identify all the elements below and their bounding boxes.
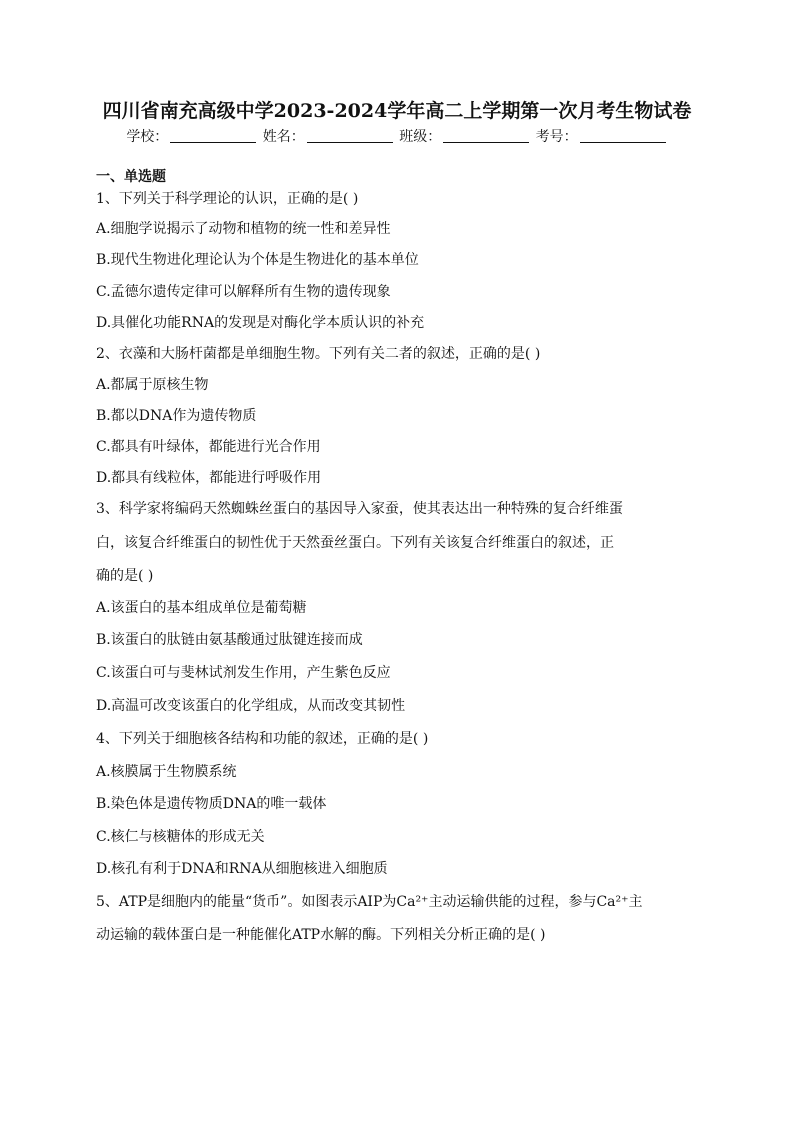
question-2-stem: 2、衣藻和大肠杆菌都是单细胞生物。下列有关二者的叙述，正确的是( ) <box>96 346 541 362</box>
question-1-option-a: A.细胞学说揭示了动物和植物的统一性和差异性 <box>96 221 391 237</box>
class-blank[interactable] <box>443 128 529 143</box>
question-3-option-d: D.高温可改变该蛋白的化学组成，从而改变其韧性 <box>96 698 406 714</box>
question-3-stem-line-2: 白，该复合纤维蛋白的韧性优于天然蚕丝蛋白。下列有关该复合纤维蛋白的叙述，正 <box>96 535 614 551</box>
question-2-option-a: A.都属于原核生物 <box>96 377 209 393</box>
school-label: 学校： <box>126 129 169 145</box>
section-heading: 一、单选题 <box>96 169 166 185</box>
name-label: 姓名： <box>262 129 305 145</box>
question-3-stem-line-1: 3、科学家将编码天然蜘蛛丝蛋白的基因导入家蚕，使其表达出一种特殊的复合纤维蛋 <box>96 501 623 517</box>
name-blank[interactable] <box>307 128 393 143</box>
question-4-stem: 4、下列关于细胞核各结构和功能的叙述，正确的是( ) <box>96 731 429 747</box>
class-label: 班级： <box>399 129 442 145</box>
question-5-stem-line-1: 5、ATP是细胞内的能量“货币”。如图表示AIP为Ca²⁺主动运输供能的过程，参与Ca²⁺主 <box>96 894 643 910</box>
school-blank[interactable] <box>170 128 256 143</box>
question-1-option-c: C.孟德尔遗传定律可以解释所有生物的遗传现象 <box>96 284 391 300</box>
student-info-row <box>0 126 794 146</box>
question-4-option-b: B.染色体是遗传物质DNA的唯一载体 <box>96 796 327 812</box>
question-5-stem-line-2: 动运输的载体蛋白是一种能催化ATP水解的酶。下列相关分析正确的是( ) <box>96 927 546 943</box>
question-4-option-c: C.核仁与核糖体的形成无关 <box>96 829 265 845</box>
question-2-option-b: B.都以DNA作为遗传物质 <box>96 408 257 424</box>
question-3-option-b: B.该蛋白的肽链由氨基酸通过肽键连接而成 <box>96 632 363 648</box>
question-3-stem-line-3: 确的是( ) <box>96 568 154 584</box>
question-4-option-a: A.核膜属于生物膜系统 <box>96 764 237 780</box>
question-3-option-c: C.该蛋白可与斐林试剂发生作用，产生紫色反应 <box>96 665 391 681</box>
question-3-option-a: A.该蛋白的基本组成单位是葡萄糖 <box>96 600 307 616</box>
number-blank[interactable] <box>580 128 666 143</box>
number-label: 考号： <box>535 129 578 145</box>
question-2-option-c: C.都具有叶绿体，都能进行光合作用 <box>96 439 321 455</box>
question-4-option-d: D.核孔有利于DNA和RNA从细胞核进入细胞质 <box>96 861 388 877</box>
question-1-option-d: D.具催化功能RNA的发现是对酶化学本质认识的补充 <box>96 315 425 331</box>
question-1-stem: 1、下列关于科学理论的认识，正确的是( ) <box>96 191 359 207</box>
question-1-option-b: B.现代生物进化理论认为个体是生物进化的基本单位 <box>96 252 419 268</box>
exam-title: 四川省南充高级中学2023-2024学年高二上学期第一次月考生物试卷 <box>102 100 692 122</box>
question-2-option-d: D.都具有线粒体，都能进行呼吸作用 <box>96 470 322 486</box>
